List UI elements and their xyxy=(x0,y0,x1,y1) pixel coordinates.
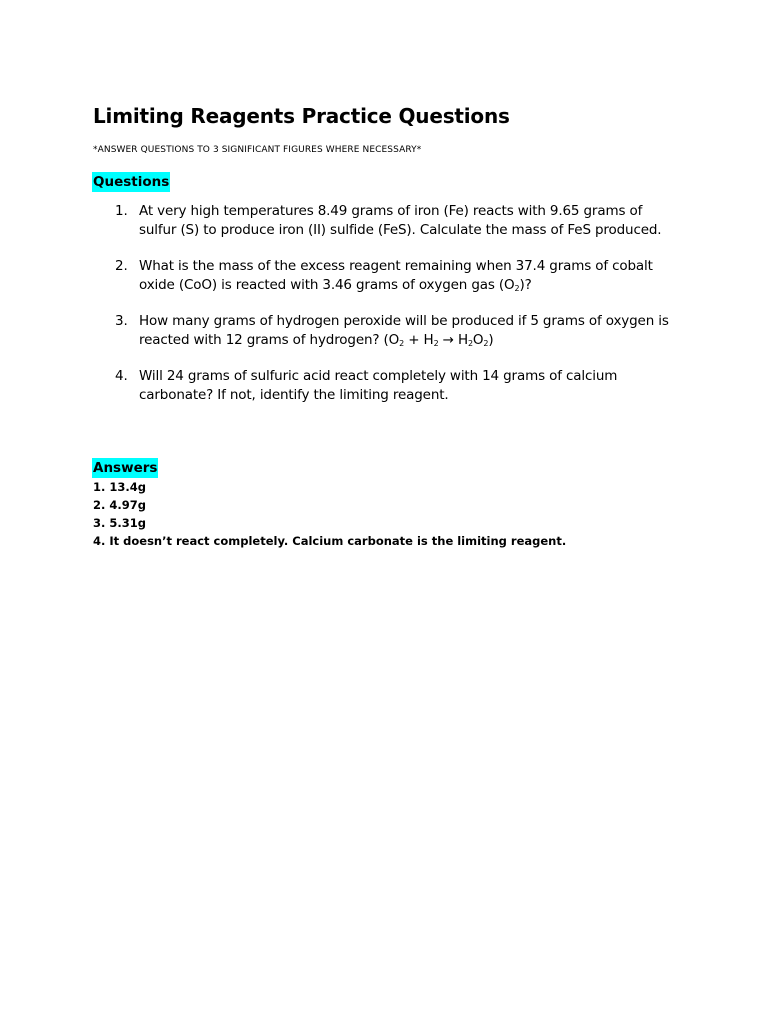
question-item xyxy=(93,202,683,240)
question-item xyxy=(93,367,683,405)
answer-item: 1. 13.4g xyxy=(93,480,146,494)
question-item xyxy=(93,312,683,350)
questions-heading-wrap xyxy=(92,171,170,192)
questions-list xyxy=(93,202,683,422)
question-item xyxy=(93,257,683,295)
question-number: 4. xyxy=(115,368,128,384)
question-text: At very high temperatures 8.49 grams of iron (Fe) reacts with 9.65 grams of sulfur (S) to produce iron (II) sulfide (FeS). Calculate the mass of FeS produced. xyxy=(139,203,662,238)
answer-item: 3. 5.31g xyxy=(93,516,146,530)
question-number: 3. xyxy=(115,313,128,329)
answer-item: 4. It doesn’t react completely. Calcium carbonate is the limiting reagent. xyxy=(93,534,567,548)
answers-heading: Answers xyxy=(93,460,158,476)
answers-heading-wrap xyxy=(92,457,158,478)
questions-heading: Questions xyxy=(93,174,170,190)
question-text: What is the mass of the excess reagent remaining when 37.4 grams of cobalt oxide (CoO) is reacted with 3.46 grams of oxygen gas $(O_2)$? xyxy=(139,258,653,293)
question-text: Will 24 grams of sulfuric acid react completely with 14 grams of calcium carbonate? If not, identify the limiting reagent. xyxy=(139,368,618,403)
answer-item: 2. 4.97g xyxy=(93,498,146,512)
page-title: Limiting Reagents Practice Questions xyxy=(93,104,510,128)
question-number: 2. xyxy=(115,258,128,274)
question-number: 1. xyxy=(115,203,128,219)
question-text: How many grams of hydrogen peroxide will be produced if 5 grams of oxygen is reacted with 12 grams of hydrogen? $(O_2 + H_2 \to H_2O_2)$ xyxy=(139,313,669,348)
answers-list xyxy=(93,478,693,550)
instruction-note: *ANSWER QUESTIONS TO 3 SIGNIFICANT FIGURES WHERE NECESSARY* xyxy=(93,145,422,155)
